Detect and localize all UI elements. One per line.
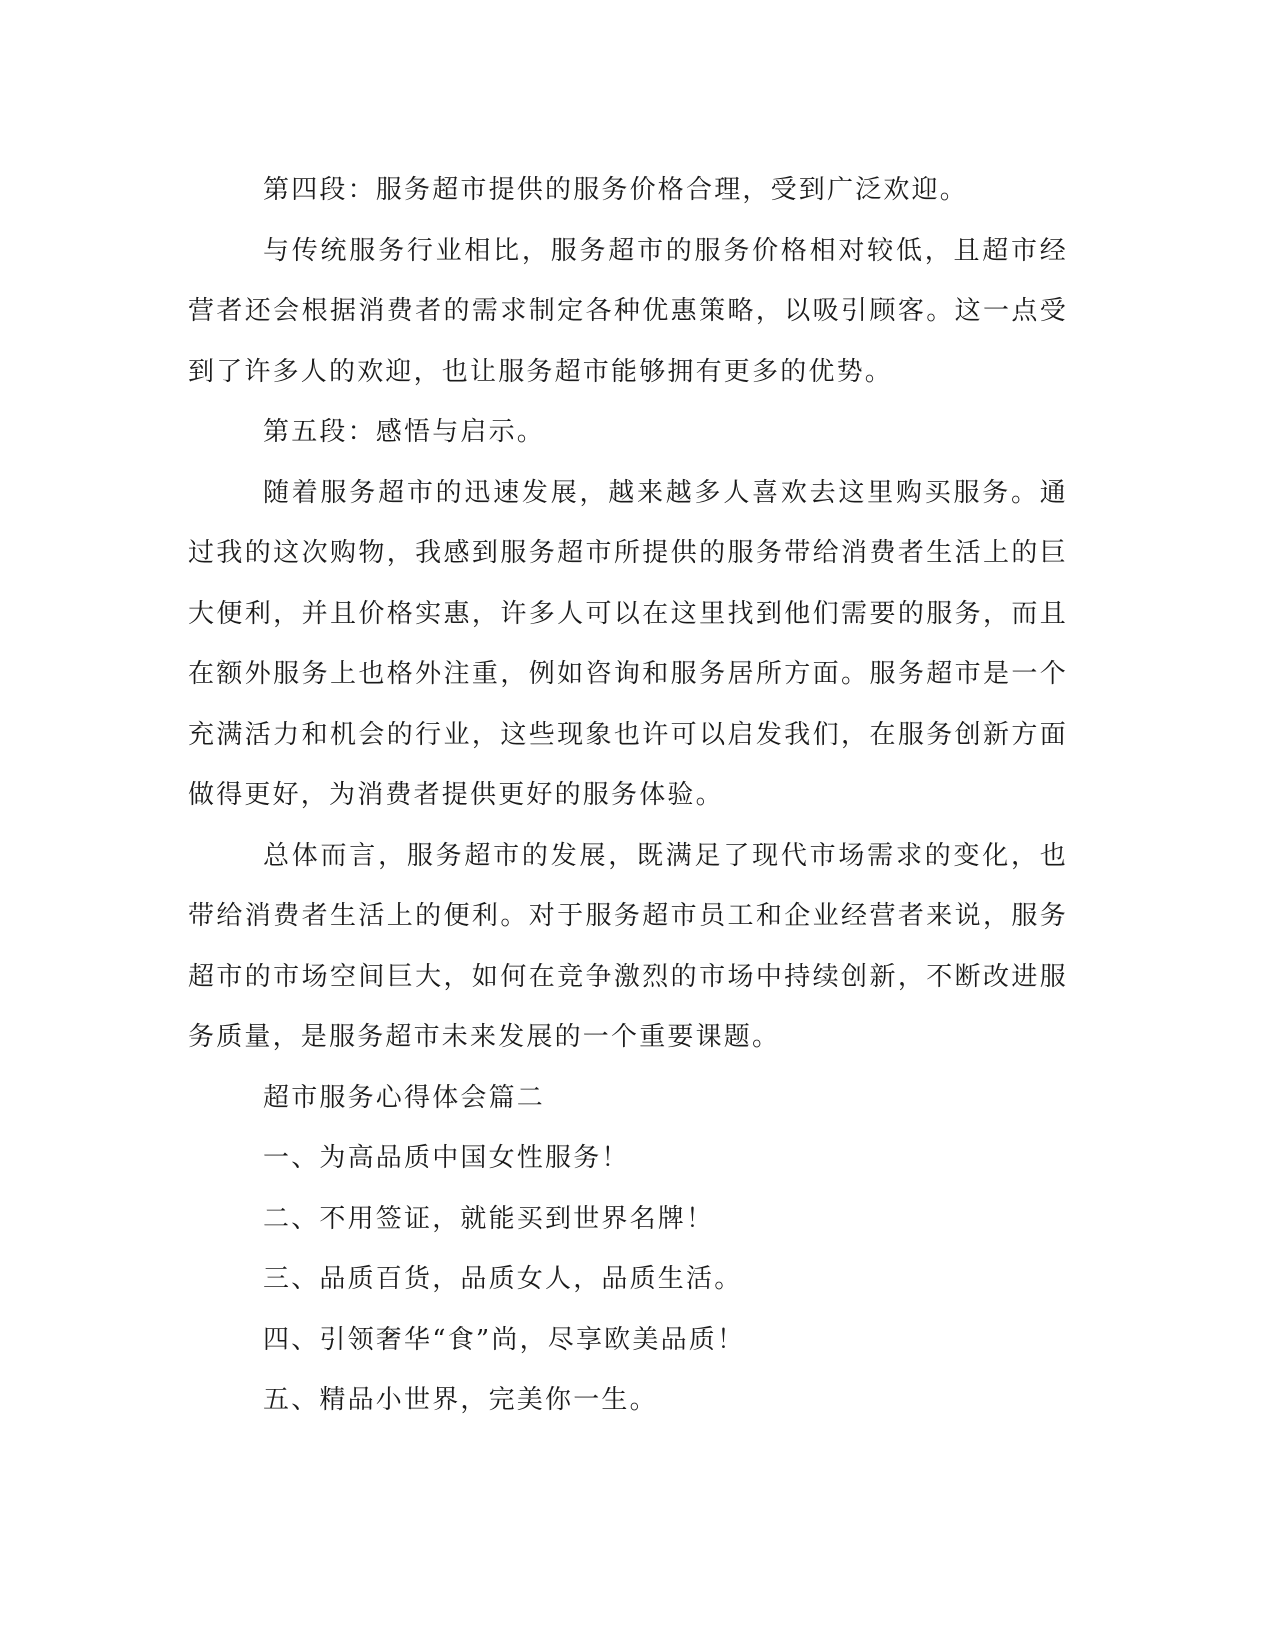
slogan-item-2: 二、不用签证，就能买到世界名牌！ xyxy=(263,1203,715,1234)
paragraph-price-advantage: 与传统服务行业相比，服务超市的服务价格相对较低，且超市经营者还会根据消费者的需求制定各种优惠策略，以吸引顾客。这一点受到了许多人的欢迎，也让服务超市能够拥有更多的优势。 xyxy=(188,235,1068,387)
paragraph-conclusion: 总体而言，服务超市的发展，既满足了现代市场需求的变化，也带给消费者生活上的便利。对于服务超市员工和企业经营者来说，服务超市的市场空间巨大，如何在竞争激烈的市场中持续创新，不断改进服务质量，是服务超市未来发展的一个重要课题。 xyxy=(188,840,1068,1052)
document-body xyxy=(188,160,1068,1431)
paragraph-insights: 随着服务超市的迅速发展，越来越多人喜欢去这里购买服务。通过我的这次购物，我感到服务超市所提供的服务带给消费者生活上的巨大便利，并且价格实惠，许多人可以在这里找到他们需要的服务，而且在额外服务上也格外注重，例如咨询和服务居所方面。服务超市是一个充满活力和机会的行业，这些现象也许可以启发我们，在服务创新方面做得更好，为消费者提供更好的服务体验。 xyxy=(188,477,1068,810)
paragraph-section-five-heading: 第五段：感悟与启示。 xyxy=(263,417,546,447)
slogan-item-4: 四、引领奢华“食”尚，尽享欧美品质！ xyxy=(263,1324,746,1355)
slogan-item-3: 三、品质百货，品质女人，品质生活。 xyxy=(263,1264,743,1294)
paragraph-section-four-heading: 第四段：服务超市提供的服务价格合理，受到广泛欢迎。 xyxy=(263,175,969,205)
slogan-item-5: 五、精品小世界，完美你一生。 xyxy=(263,1385,658,1415)
slogan-item-1: 一、为高品质中国女性服务！ xyxy=(263,1143,630,1173)
paragraph-part-two-title: 超市服务心得体会篇二 xyxy=(263,1082,546,1113)
